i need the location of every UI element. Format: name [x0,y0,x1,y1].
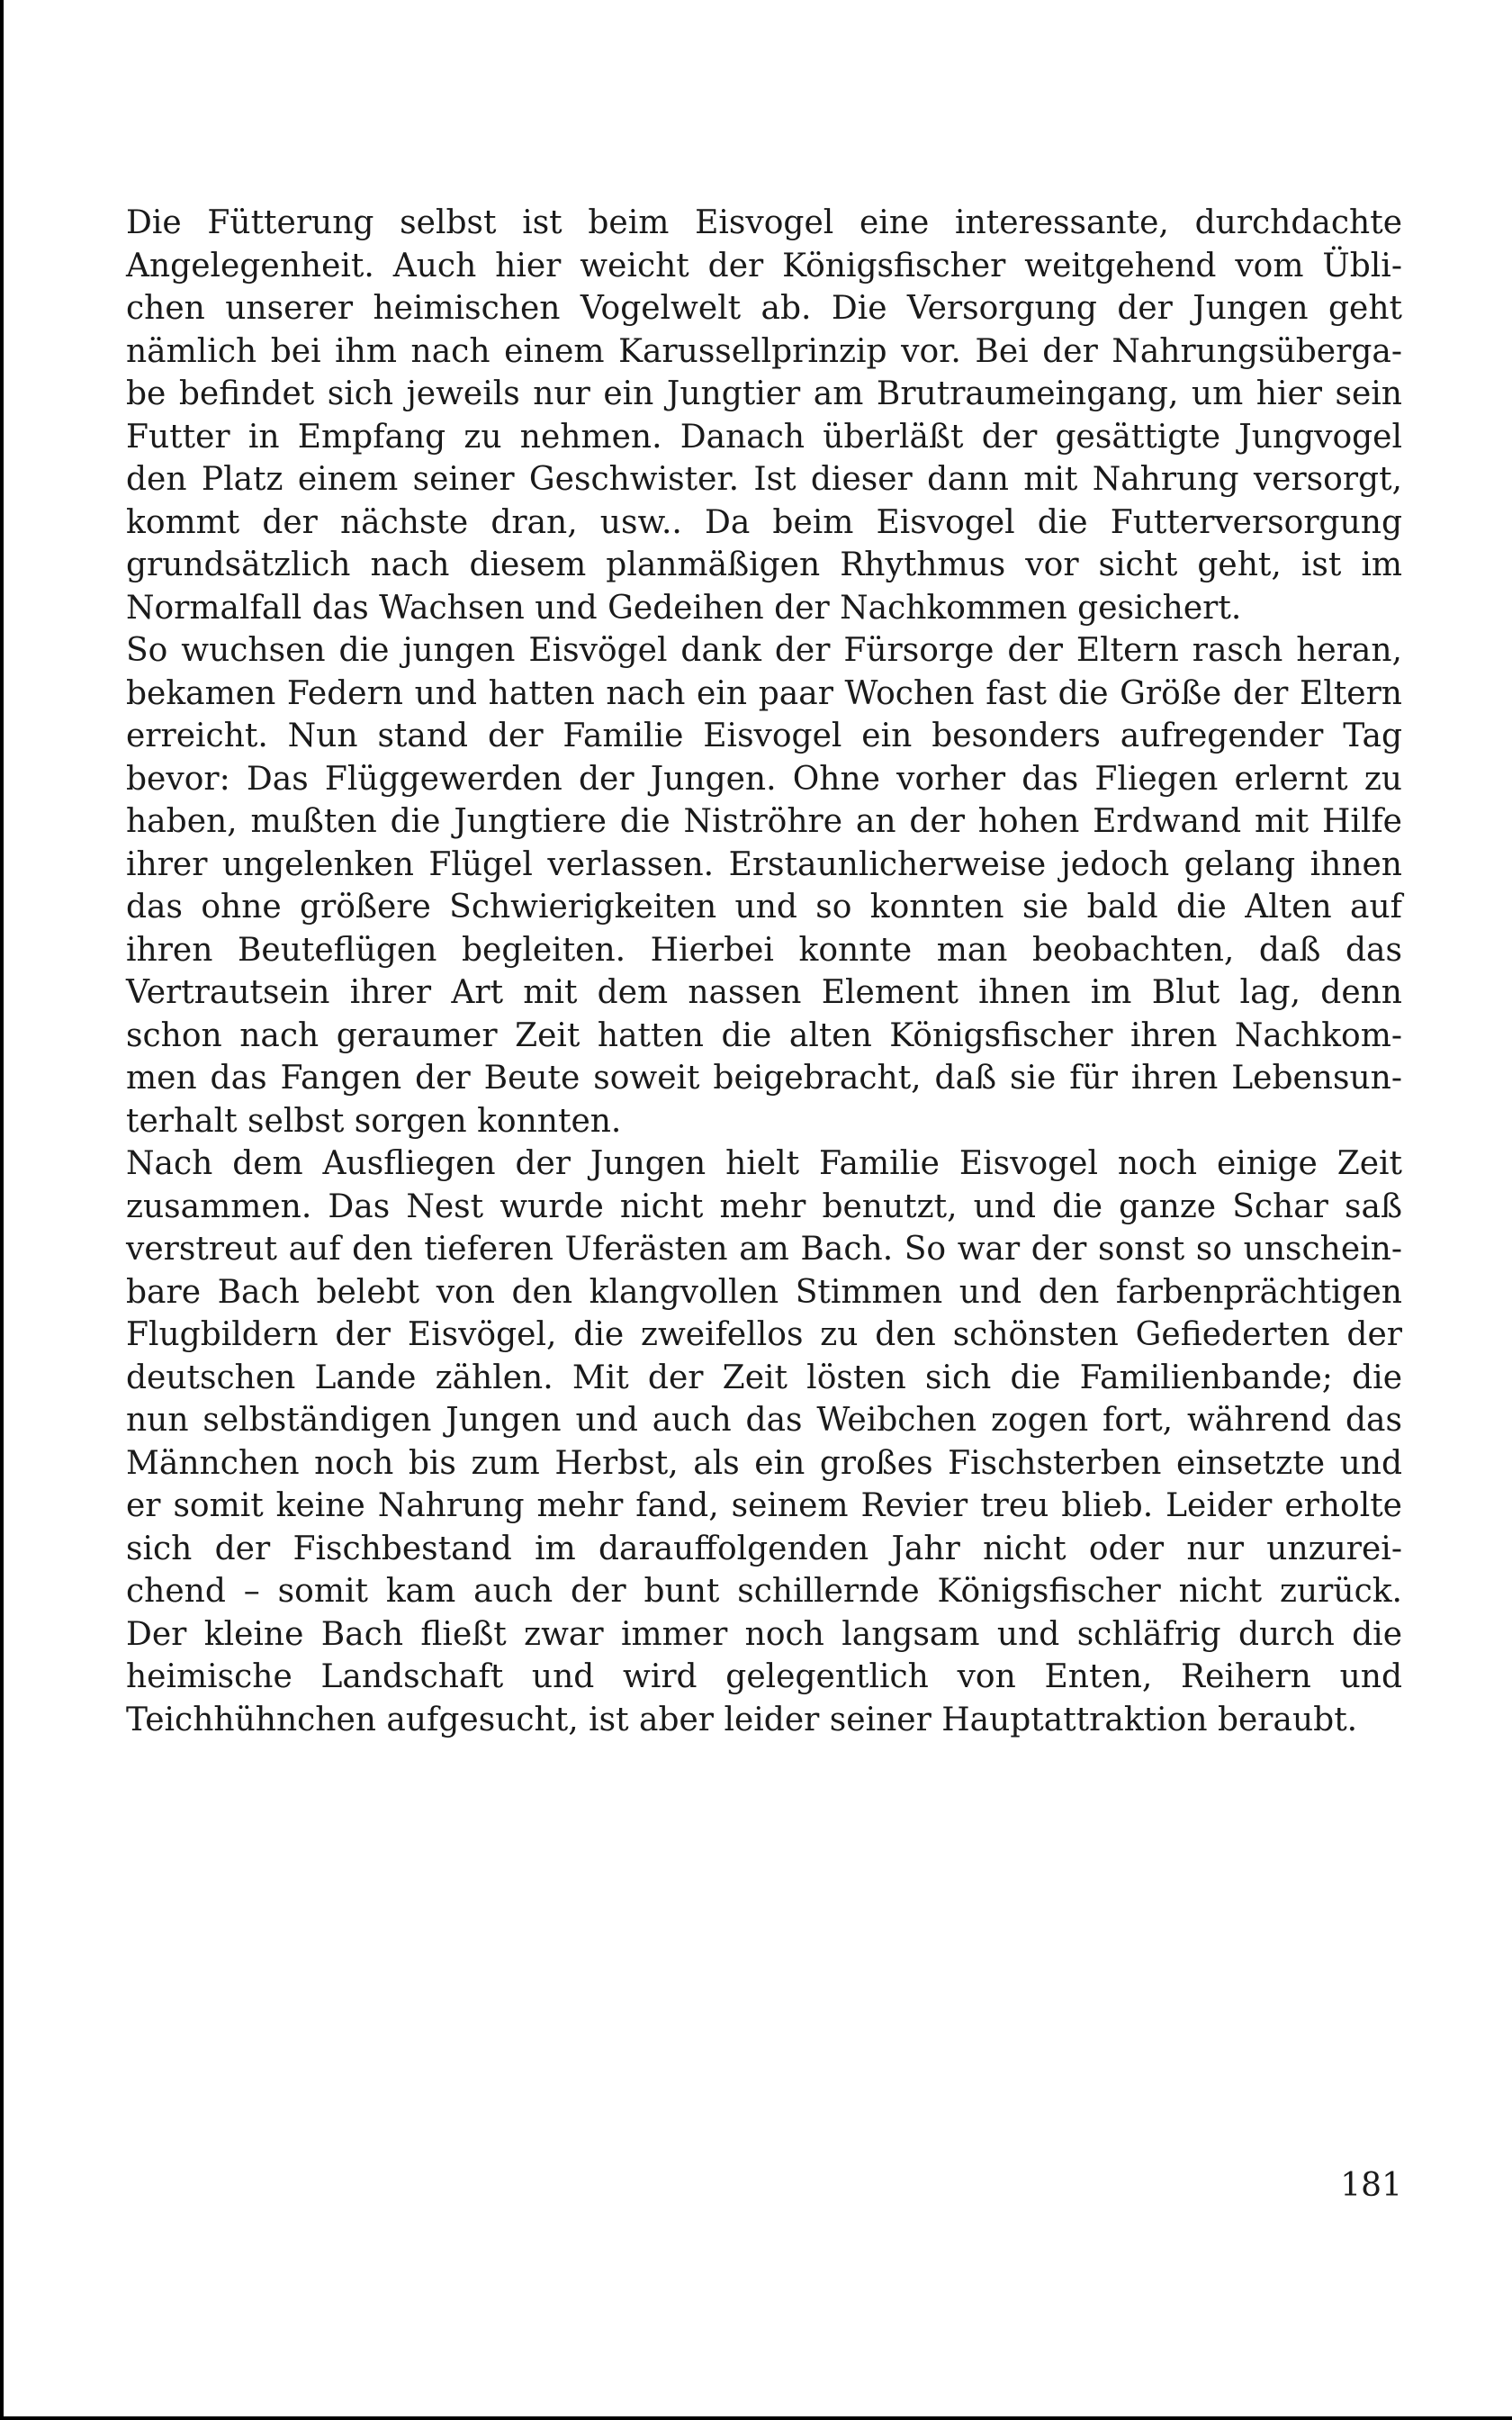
text-line: deutschen Lande zählen. Mit der Zeit lösten sich die Familienbande; die [126,1359,1402,1396]
scan-edge-left [0,0,4,2420]
text-line: be befindet sich jeweils nur ein Jungtier am Brutraumeingang, um hier sein [126,375,1402,412]
text-line: nämlich bei ihm nach einem Karussellprinzip vor. Bei der Nahrungsüberga- [126,332,1402,370]
text-line: bekamen Federn und hatten nach ein paar Wochen fast die Größe der Eltern [126,674,1402,712]
page-number: 181 [1340,2167,1402,2204]
text-line: terhalt selbst sorgen konnten. [126,1102,622,1140]
text-line: verstreut auf den tieferen Uferästen am Bach. So war der sonst so unschein- [126,1231,1402,1268]
text-line: heimische Landschaft und wird gelegentlich von Enten, Reihern und [126,1658,1402,1695]
text-line: sich der Fischbestand im darauffolgenden Jahr nicht oder nur unzurei- [126,1530,1402,1567]
text-line: chend – somit kam auch der bunt schillernde Königsfischer nicht zurück. [126,1573,1402,1610]
text-line: zusammen. Das Nest wurde nicht mehr benutzt, und die ganze Schar saß [126,1187,1402,1225]
text-line: nun selbständigen Jungen und auch das Weibchen zogen fort, während das [126,1402,1402,1439]
text-line: er somit keine Nahrung mehr fand, seinem Revier treu blieb. Leider erholte [126,1487,1402,1524]
text-line: chen unserer heimischen Vogelwelt ab. Die Versorgung der Jungen geht [126,290,1402,327]
text-line: grundsätzlich nach diesem planmäßigen Rhythmus vor sicht geht, ist im [126,546,1402,583]
text-line: ihrer ungelenken Flügel verlassen. Erstaunlicherweise jedoch gelang ihnen [126,845,1402,883]
text-line: Nach dem Ausfliegen der Jungen hielt Familie Eisvogel noch einige Zeit [126,1145,1402,1182]
text-line: Futter in Empfang zu nehmen. Danach überläßt der gesättigte Jungvogel [126,418,1402,456]
text-line: Angelegenheit. Auch hier weicht der Königsfischer weitgehend vom Übli- [126,247,1402,284]
text-line: bare Bach belebt von den klangvollen Stimmen und den farbenprächtigen [126,1273,1402,1311]
text-line: schon nach geraumer Zeit hatten die alten Königsfischer ihren Nachkom- [126,1016,1402,1054]
text-line: erreicht. Nun stand der Familie Eisvogel ein besonders aufregender Tag [126,718,1402,754]
text-line: Vertrautsein ihrer Art mit dem nassen Element ihnen im Blut lag, denn [126,974,1402,1011]
scan-edge-bottom [0,2416,1512,2420]
text-line: haben, mußten die Jungtiere die Niströhre an der hohen Erdwand mit Hilfe [126,803,1402,840]
text-line: Der kleine Bach fließt zwar immer noch langsam und schläfrig durch die [126,1615,1402,1653]
text-line: ihren Beuteflügen begleiten. Hierbei konnte man beobachten, daß das [126,931,1402,969]
text-line: Männchen noch bis zum Herbst, als ein großes Fischsterben einsetzte und [126,1444,1402,1482]
text-line: das ohne größere Schwierigkeiten und so konnten sie bald die Alten auf [126,889,1402,926]
text-line: Die Fütterung selbst ist beim Eisvogel eine interessante, durchdachte [126,204,1402,241]
text-line: den Platz einem seiner Geschwister. Ist dieser dann mit Nahrung versorgt, [126,461,1402,498]
text-line: Normalfall das Wachsen und Gedeihen der Nachkommen gesichert. [126,589,1242,627]
text-line: bevor: Das Flüggewerden der Jungen. Ohne vorher das Fliegen erlernt zu [126,760,1402,798]
text-line: kommt der nächste dran, usw.. Da beim Eisvogel die Futterversorgung [126,503,1402,541]
body-text [126,202,1402,1741]
text-line: Teichhühnchen aufgesucht, ist aber leider seiner Hauptattraktion beraubt. [126,1701,1358,1738]
text-line: men das Fangen der Beute soweit beigebracht, daß sie für ihren Lebensun- [126,1060,1402,1097]
text-line: So wuchsen die jungen Eisvögel dank der Fürsorge der Eltern rasch heran, [126,632,1402,669]
text-line: Flugbildern der Eisvögel, die zweifellos zu den schönsten Gefiederten der [126,1316,1402,1353]
